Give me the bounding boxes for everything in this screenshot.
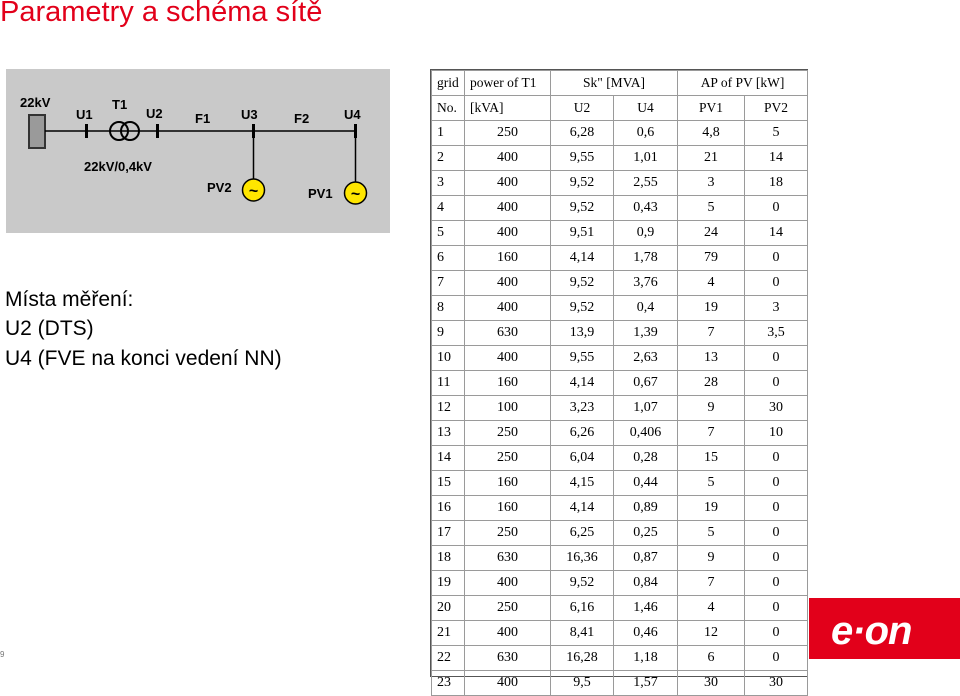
label-transformer-ratio: 22kV/0,4kV bbox=[84, 159, 152, 174]
table-cell: 22 bbox=[432, 646, 465, 671]
measurement-notes bbox=[5, 285, 282, 373]
table-cell: 12 bbox=[432, 396, 465, 421]
header-no: No. bbox=[432, 96, 465, 121]
table-cell: 2 bbox=[432, 146, 465, 171]
table-cell: 9,52 bbox=[551, 271, 614, 296]
header-kva: [kVA] bbox=[465, 96, 551, 121]
table-cell: 0 bbox=[745, 371, 808, 396]
table-cell: 6,04 bbox=[551, 446, 614, 471]
table-row bbox=[432, 221, 808, 246]
table-cell: 30 bbox=[745, 671, 808, 696]
table-cell: 0,25 bbox=[614, 521, 678, 546]
label-f1: F1 bbox=[195, 111, 211, 126]
table-header-row-1 bbox=[432, 71, 808, 96]
table-cell: 3 bbox=[745, 296, 808, 321]
table-cell: 6,25 bbox=[551, 521, 614, 546]
table-cell: 4,8 bbox=[678, 121, 745, 146]
table-cell: 10 bbox=[432, 346, 465, 371]
table-cell: 1,07 bbox=[614, 396, 678, 421]
grid-parameters-table bbox=[430, 69, 808, 690]
table-cell: 9 bbox=[432, 321, 465, 346]
table-cell: 630 bbox=[465, 546, 551, 571]
node-u1 bbox=[85, 124, 88, 138]
table-cell: 14 bbox=[745, 221, 808, 246]
table-cell: 0,84 bbox=[614, 571, 678, 596]
table-cell: 0 bbox=[745, 471, 808, 496]
table-row bbox=[432, 546, 808, 571]
label-f2: F2 bbox=[294, 111, 310, 126]
table-row bbox=[432, 621, 808, 646]
table-row bbox=[432, 296, 808, 321]
table-cell: 9,55 bbox=[551, 346, 614, 371]
table-cell: 3 bbox=[678, 171, 745, 196]
table-cell: 400 bbox=[465, 571, 551, 596]
table-cell: 5 bbox=[432, 221, 465, 246]
table-cell: 250 bbox=[465, 446, 551, 471]
table-cell: 6,28 bbox=[551, 121, 614, 146]
table-cell: 9,52 bbox=[551, 171, 614, 196]
table-cell: 0 bbox=[745, 546, 808, 571]
label-u2: U2 bbox=[146, 106, 163, 121]
table-row bbox=[432, 196, 808, 221]
table-cell: 400 bbox=[465, 671, 551, 696]
table-cell: 14 bbox=[432, 446, 465, 471]
header-pv1: PV1 bbox=[678, 96, 745, 121]
notes-heading: Místa měření: bbox=[5, 288, 134, 311]
table-cell: 19 bbox=[432, 571, 465, 596]
table-cell: 9,51 bbox=[551, 221, 614, 246]
table-cell: 400 bbox=[465, 346, 551, 371]
table-cell: 21 bbox=[678, 146, 745, 171]
table-cell: 4,14 bbox=[551, 496, 614, 521]
table-cell: 9 bbox=[678, 546, 745, 571]
table-cell: 160 bbox=[465, 471, 551, 496]
table-row bbox=[432, 371, 808, 396]
table-cell: 0 bbox=[745, 271, 808, 296]
label-pv2: PV2 bbox=[207, 180, 232, 195]
table-cell: 19 bbox=[678, 496, 745, 521]
table-cell: 0,46 bbox=[614, 621, 678, 646]
table-row bbox=[432, 446, 808, 471]
table-cell: 100 bbox=[465, 396, 551, 421]
header-grid: grid bbox=[432, 71, 465, 96]
eon-logo bbox=[809, 598, 960, 659]
table-row bbox=[432, 396, 808, 421]
table-cell: 12 bbox=[678, 621, 745, 646]
table-cell: 9,52 bbox=[551, 571, 614, 596]
schematic-drawing bbox=[6, 69, 390, 233]
eon-logo-text: e·on bbox=[831, 609, 912, 653]
table-cell: 630 bbox=[465, 646, 551, 671]
table-cell: 4 bbox=[678, 596, 745, 621]
table-cell: 7 bbox=[678, 321, 745, 346]
label-pv1: PV1 bbox=[308, 186, 333, 201]
table-cell: 0,67 bbox=[614, 371, 678, 396]
notes-line-1: U2 (DTS) bbox=[5, 317, 94, 341]
table-cell: 18 bbox=[432, 546, 465, 571]
table-cell: 4,15 bbox=[551, 471, 614, 496]
table-row bbox=[432, 521, 808, 546]
header-u4: U4 bbox=[614, 96, 678, 121]
table-cell: 5 bbox=[678, 196, 745, 221]
table-cell: 400 bbox=[465, 196, 551, 221]
table-cell: 3,5 bbox=[745, 321, 808, 346]
table-cell: 0 bbox=[745, 346, 808, 371]
table-cell: 1,39 bbox=[614, 321, 678, 346]
table-cell: 4,14 bbox=[551, 246, 614, 271]
node-u4 bbox=[354, 124, 357, 138]
table-cell: 400 bbox=[465, 296, 551, 321]
table-cell: 4 bbox=[678, 271, 745, 296]
table-cell: 0,43 bbox=[614, 196, 678, 221]
table-cell: 9,52 bbox=[551, 296, 614, 321]
table-cell: 160 bbox=[465, 496, 551, 521]
table-cell: 630 bbox=[465, 321, 551, 346]
table-cell: 15 bbox=[432, 471, 465, 496]
table-row bbox=[432, 146, 808, 171]
node-u3 bbox=[252, 124, 255, 138]
table-cell: 250 bbox=[465, 121, 551, 146]
table-cell: 0,4 bbox=[614, 296, 678, 321]
table-row bbox=[432, 496, 808, 521]
table-cell: 1,18 bbox=[614, 646, 678, 671]
table-cell: 14 bbox=[745, 146, 808, 171]
table-cell: 18 bbox=[745, 171, 808, 196]
pv2-tilde: ~ bbox=[248, 183, 259, 200]
table-cell: 400 bbox=[465, 271, 551, 296]
table-cell: 13,9 bbox=[551, 321, 614, 346]
table-row bbox=[432, 171, 808, 196]
table-cell: 30 bbox=[745, 396, 808, 421]
table-row bbox=[432, 271, 808, 296]
table-cell: 7 bbox=[678, 421, 745, 446]
table-cell: 23 bbox=[432, 671, 465, 696]
table-cell: 1,78 bbox=[614, 246, 678, 271]
table-cell: 160 bbox=[465, 246, 551, 271]
table-cell: 10 bbox=[745, 421, 808, 446]
table-row bbox=[432, 671, 808, 696]
table-cell: 21 bbox=[432, 621, 465, 646]
table-body bbox=[432, 121, 808, 696]
table-cell: 16,36 bbox=[551, 546, 614, 571]
table-row bbox=[432, 571, 808, 596]
header-power-of-t1: power of T1 bbox=[465, 71, 551, 96]
table-header-row-2 bbox=[432, 96, 808, 121]
table-cell: 160 bbox=[465, 371, 551, 396]
notes-line-2: U4 (FVE na konci vedení NN) bbox=[5, 346, 282, 370]
table-row bbox=[432, 646, 808, 671]
table-cell: 6 bbox=[678, 646, 745, 671]
table-row bbox=[432, 596, 808, 621]
table-cell: 1 bbox=[432, 121, 465, 146]
table-cell: 0 bbox=[745, 621, 808, 646]
header-ap-of-pv: AP of PV [kW] bbox=[678, 71, 808, 96]
table-row bbox=[432, 121, 808, 146]
table-cell: 79 bbox=[678, 246, 745, 271]
table-cell: 15 bbox=[678, 446, 745, 471]
header-sk: Sk" [MVA] bbox=[551, 71, 678, 96]
table-cell: 3,76 bbox=[614, 271, 678, 296]
table-cell: 0,406 bbox=[614, 421, 678, 446]
slide-title: Parametry a schéma sítě bbox=[0, 0, 323, 28]
header-pv2: PV2 bbox=[745, 96, 808, 121]
table-cell: 6,26 bbox=[551, 421, 614, 446]
table-cell: 16 bbox=[432, 496, 465, 521]
table-cell: 6,16 bbox=[551, 596, 614, 621]
table-cell: 0,6 bbox=[614, 121, 678, 146]
table-cell: 7 bbox=[432, 271, 465, 296]
table-cell: 9,52 bbox=[551, 196, 614, 221]
page-number: 9 bbox=[0, 650, 5, 659]
table-cell: 5 bbox=[745, 121, 808, 146]
node-u2 bbox=[156, 124, 159, 138]
table-cell: 8,41 bbox=[551, 621, 614, 646]
table-cell: 5 bbox=[678, 521, 745, 546]
table-cell: 0 bbox=[745, 196, 808, 221]
table-cell: 24 bbox=[678, 221, 745, 246]
table-cell: 4,14 bbox=[551, 371, 614, 396]
table-cell: 0,87 bbox=[614, 546, 678, 571]
table-cell: 4 bbox=[432, 196, 465, 221]
table-cell: 0 bbox=[745, 521, 808, 546]
table-cell: 0 bbox=[745, 246, 808, 271]
table-cell: 7 bbox=[678, 571, 745, 596]
table-row bbox=[432, 421, 808, 446]
table-cell: 0 bbox=[745, 496, 808, 521]
label-u3: U3 bbox=[241, 107, 258, 122]
label-u1: U1 bbox=[76, 107, 93, 122]
table-cell: 13 bbox=[678, 346, 745, 371]
table-cell: 5 bbox=[678, 471, 745, 496]
table-cell: 400 bbox=[465, 221, 551, 246]
table-cell: 0 bbox=[745, 446, 808, 471]
table-cell: 250 bbox=[465, 521, 551, 546]
table-cell: 17 bbox=[432, 521, 465, 546]
label-22kv: 22kV bbox=[20, 95, 51, 110]
pv1-tilde: ~ bbox=[350, 186, 361, 203]
table-cell: 250 bbox=[465, 596, 551, 621]
table-row bbox=[432, 321, 808, 346]
table-cell: 13 bbox=[432, 421, 465, 446]
eon-logo-mark bbox=[809, 598, 960, 659]
table-cell: 400 bbox=[465, 146, 551, 171]
source-box bbox=[29, 115, 45, 148]
table-row bbox=[432, 346, 808, 371]
table-cell: 0,28 bbox=[614, 446, 678, 471]
table-cell: 9 bbox=[678, 396, 745, 421]
table-cell: 8 bbox=[432, 296, 465, 321]
table-cell: 3,23 bbox=[551, 396, 614, 421]
table-cell: 0,89 bbox=[614, 496, 678, 521]
table-cell: 3 bbox=[432, 171, 465, 196]
table-cell: 1,46 bbox=[614, 596, 678, 621]
table-cell: 0,9 bbox=[614, 221, 678, 246]
table-cell: 1,01 bbox=[614, 146, 678, 171]
table-cell: 28 bbox=[678, 371, 745, 396]
table-cell: 20 bbox=[432, 596, 465, 621]
table-cell: 19 bbox=[678, 296, 745, 321]
table-cell: 250 bbox=[465, 421, 551, 446]
table-cell: 0,44 bbox=[614, 471, 678, 496]
label-u4: U4 bbox=[344, 107, 361, 122]
table-cell: 2,55 bbox=[614, 171, 678, 196]
network-schematic bbox=[6, 69, 390, 233]
label-t1: T1 bbox=[112, 97, 128, 112]
table-cell: 0 bbox=[745, 596, 808, 621]
table-cell: 1,57 bbox=[614, 671, 678, 696]
header-u2: U2 bbox=[551, 96, 614, 121]
table-cell: 11 bbox=[432, 371, 465, 396]
table-cell: 400 bbox=[465, 171, 551, 196]
table-row bbox=[432, 246, 808, 271]
table-cell: 2,63 bbox=[614, 346, 678, 371]
table-cell: 400 bbox=[465, 621, 551, 646]
table-row bbox=[432, 471, 808, 496]
table-cell: 0 bbox=[745, 571, 808, 596]
table-cell: 9,5 bbox=[551, 671, 614, 696]
table-cell: 6 bbox=[432, 246, 465, 271]
table-cell: 0 bbox=[745, 646, 808, 671]
table-cell: 9,55 bbox=[551, 146, 614, 171]
table-cell: 30 bbox=[678, 671, 745, 696]
table-cell: 16,28 bbox=[551, 646, 614, 671]
